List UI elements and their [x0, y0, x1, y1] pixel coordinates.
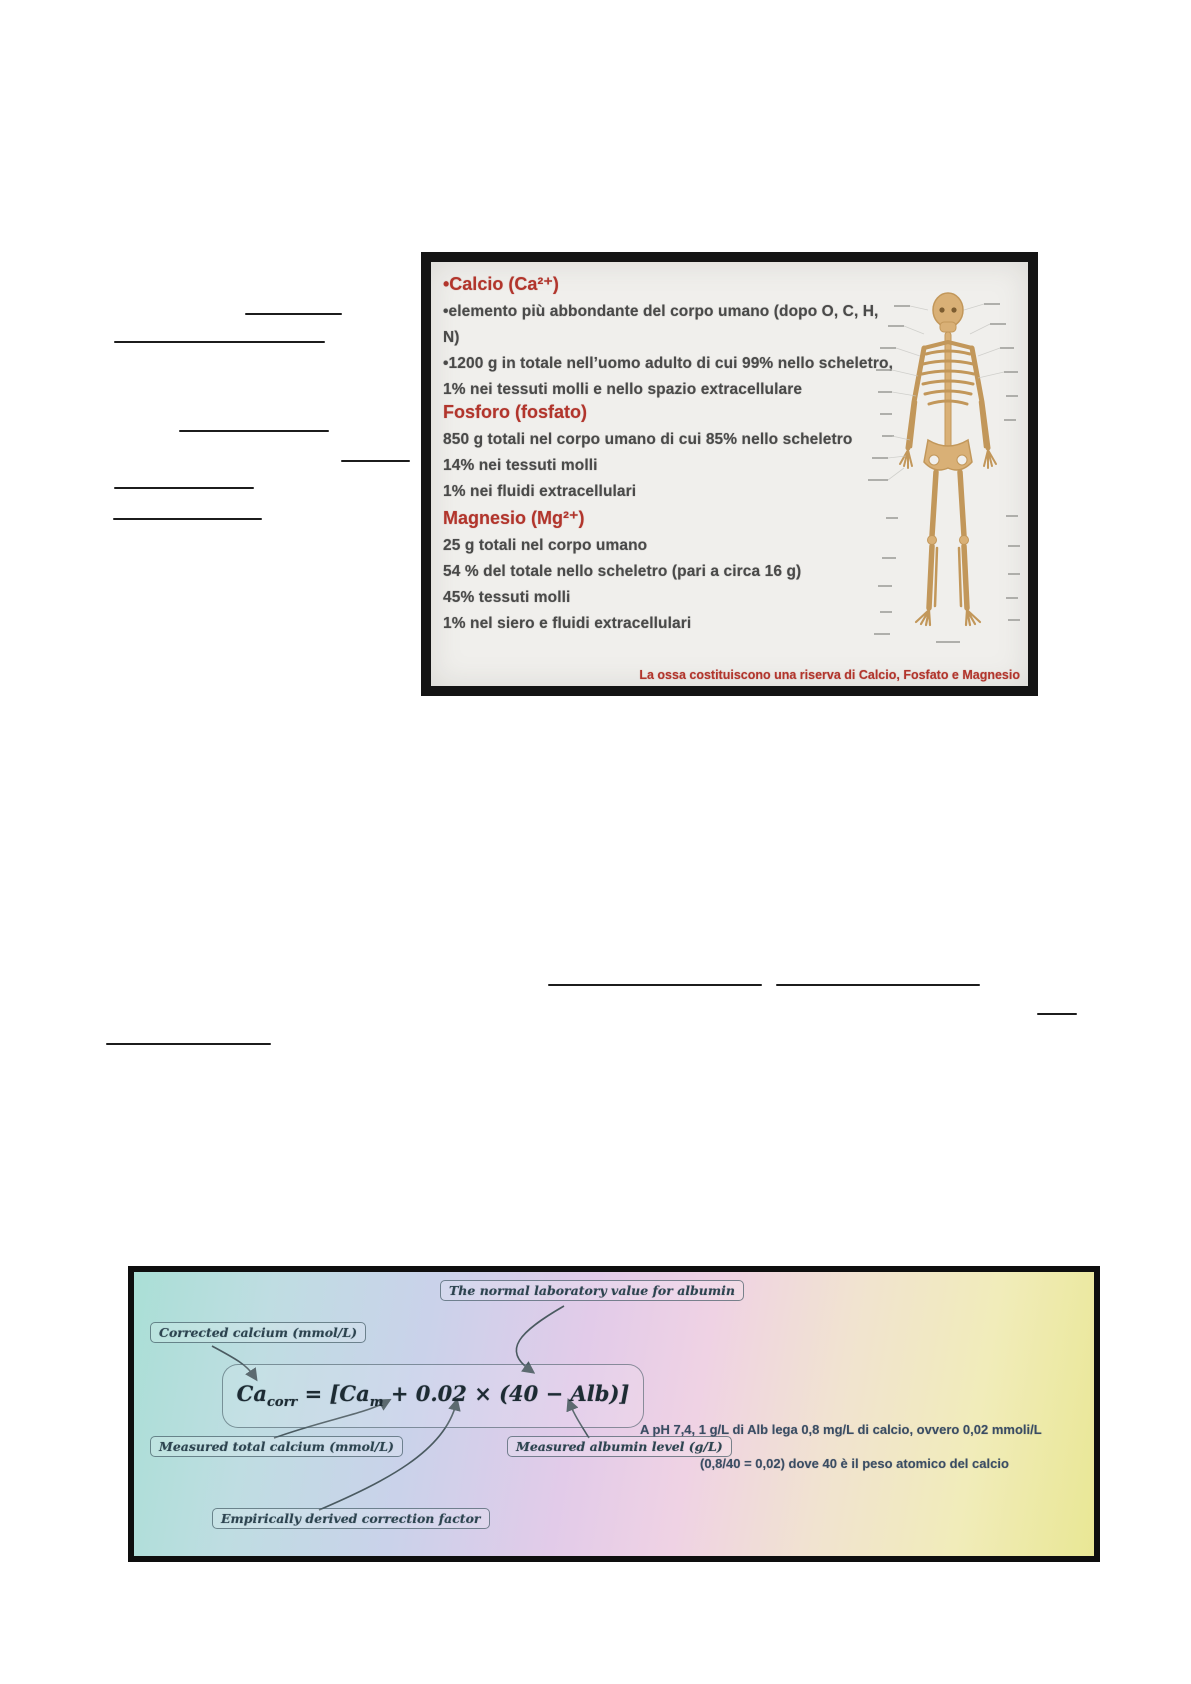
formula-box — [222, 1364, 644, 1428]
label-empirical-factor: Empirically derived correction factor — [212, 1508, 490, 1529]
magnesium-line: 45% tessuti molli — [443, 589, 571, 606]
annotation-underline — [548, 984, 762, 986]
skeleton-illustration-icon — [866, 290, 1026, 662]
annotation-underline — [113, 518, 262, 520]
label-albumin-normal: The normal laboratory value for albumin — [440, 1280, 744, 1301]
skeleton-label-marks — [868, 304, 1020, 642]
phosphorus-line: 14% nei tessuti molli — [443, 457, 598, 474]
phosphorus-line: 1% nei fluidi extracellulari — [443, 483, 637, 500]
annotation-underline — [776, 984, 980, 986]
magnesium-line: 1% nel siero e fluidi extracellulari — [443, 615, 692, 632]
phosphorus-line: 850 g totali nel corpo umano di cui 85% nello scheletro — [443, 431, 853, 448]
annotation-underline — [114, 341, 325, 343]
note-atomic-weight: (0,8/40 = 0,02) dove 40 è il peso atomico del calcio — [700, 1456, 1009, 1471]
calcium-section — [443, 274, 898, 403]
magnesium-section — [443, 508, 898, 637]
magnesium-heading: Magnesio (Mg²⁺) — [443, 508, 585, 528]
phosphorus-section — [443, 402, 898, 505]
annotation-underline — [341, 460, 410, 462]
corrected-calcium-formula: $Ca_{corr} = [Ca_m + 0.02 \times (40 - Alb)]$ — [236, 1381, 630, 1411]
calcium-line: •1200 g in totale nell’uomo adulto di cui 99% nello scheletro, — [443, 355, 894, 372]
note-albumin-binding: A pH 7,4, 1 g/L di Alb lega 0,8 mg/L di calcio, ovvero 0,02 mmoli/L — [640, 1422, 1042, 1437]
calcium-line: 1% nei tessuti molli e nello spazio extracellulare — [443, 381, 803, 398]
slide-formula-photo — [128, 1266, 1100, 1562]
phosphorus-heading: Fosforo (fosfato) — [443, 402, 587, 422]
label-measured-albumin: Measured albumin level (g/L) — [507, 1436, 732, 1457]
annotation-underline — [245, 313, 342, 315]
annotation-underline — [114, 487, 254, 489]
magnesium-line: 54 % del totale nello scheletro (pari a circa 16 g) — [443, 563, 802, 580]
annotation-underline — [1037, 1013, 1077, 1015]
calcium-line: •elemento più abbondante del corpo umano (dopo O, C, H, N) — [443, 303, 879, 346]
magnesium-line: 25 g totali nel corpo umano — [443, 537, 648, 554]
calcium-heading: •Calcio (Ca²⁺) — [443, 274, 559, 294]
label-measured-calcium: Measured total calcium (mmol/L) — [150, 1436, 403, 1457]
annotation-underline — [106, 1043, 271, 1045]
slide-minerals-photo — [421, 252, 1038, 696]
label-corrected-calcium: Corrected calcium (mmol/L) — [150, 1322, 366, 1343]
annotation-underline — [179, 430, 329, 432]
slide-caption: La ossa costituiscono una riserva di Calcio, Fosfato e Magnesio — [639, 668, 1020, 682]
